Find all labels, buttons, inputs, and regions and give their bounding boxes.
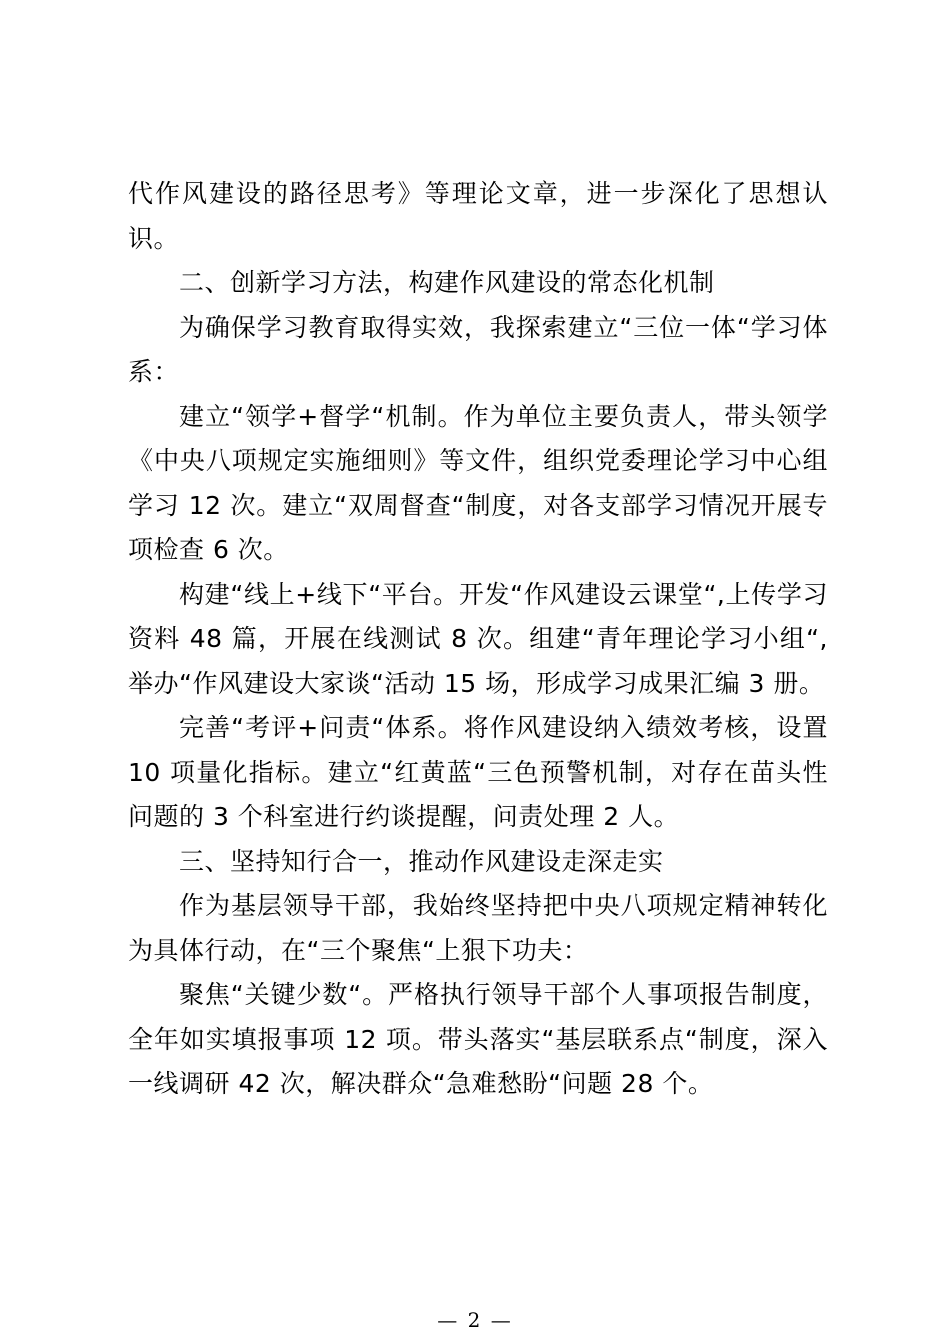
paragraph-key-minority: 聚焦“关键少数“。严格执行领导干部个人事项报告制度，全年如实填报事项 12 项。带头落实“基层联系点“制度，深入一线调研 42 次，解决群众“急难愁盼“问题 28 个。: [128, 980, 828, 1098]
paragraph-continuation: 代作风建设的路径思考》等理论文章，进一步深化了思想认识。: [128, 179, 828, 253]
page-number: — 2 —: [437, 1308, 513, 1332]
paragraph-lead-supervise: 建立“领学+督学“机制。作为单位主要负责人，带头领学《中央八项规定实施细则》等文件，组织党委理论学习中心组学习 12 次。建立“双周督查“制度，对各支部学习情况开展专项检查 6 次。: [128, 401, 828, 564]
paragraph-intro-system: 为确保学习教育取得实效，我探索建立“三位一体“学习体系：: [128, 312, 828, 386]
paragraph-evaluation-accountability: 完善“考评+问责“体系。将作风建设纳入绩效考核，设置 10 项量化指标。建立“红黄蓝“三色预警机制，对存在苗头性问题的 3 个科室进行约谈提醒，问责处理 2 人。: [128, 713, 828, 831]
section-heading-2: 二、创新学习方法，构建作风建设的常态化机制: [179, 268, 715, 297]
paragraph-action-intro: 作为基层领导干部，我始终坚持把中央八项规定精神转化为具体行动，在“三个聚焦“上狠下功夫：: [128, 891, 828, 965]
section-heading-3: 三、坚持知行合一，推动作风建设走深走实: [179, 846, 664, 876]
document-body: [128, 172, 828, 1107]
paragraph-online-offline: 构建“线上+线下“平台。开发“作风建设云课堂“,上传学习资料 48 篇，开展在线测试 8 次。组建“青年理论学习小组“,举办“作风建设大家谈“活动 15 场，形成学习成果汇编 3 册。: [128, 579, 828, 698]
